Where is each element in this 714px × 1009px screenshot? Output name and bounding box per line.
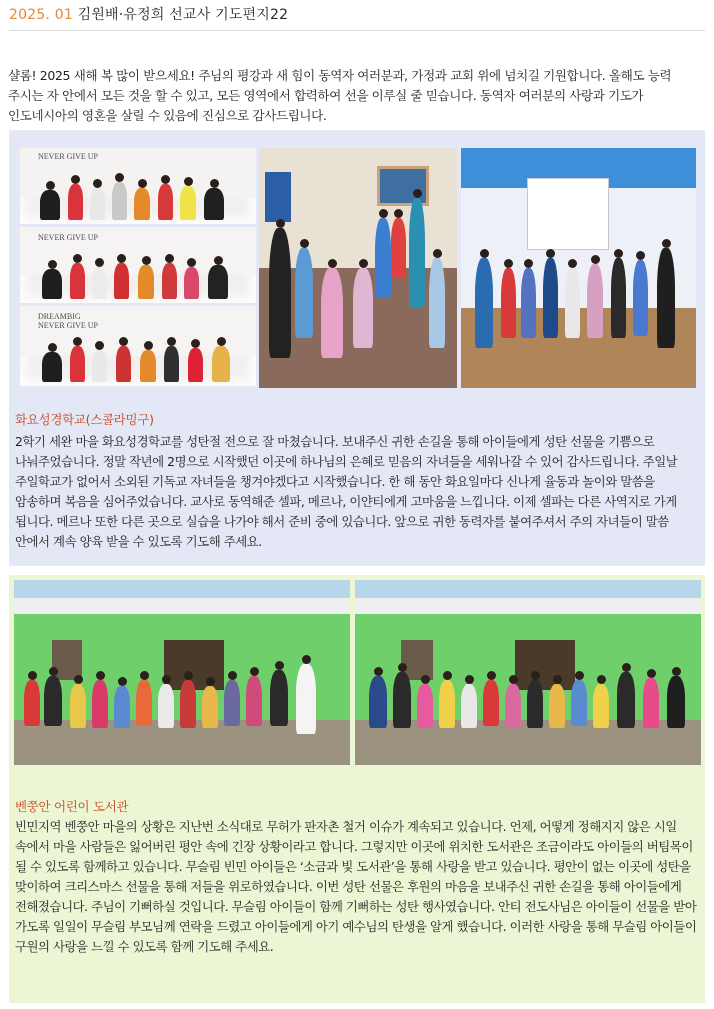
section1-title: 화요성경학교(스콜라밍구) <box>15 412 154 427</box>
letter-header <box>9 4 709 30</box>
section2-title: 벤쭝안 어린이 도서관 <box>15 799 129 814</box>
photo-library-group-2 <box>355 580 701 765</box>
photo-sign-3: DREAMBIG NEVER GIVE UP <box>38 312 98 330</box>
letter-title: 김원배·유정희 선교사 기도편지22 <box>77 7 289 23</box>
bible-school-section <box>9 130 705 566</box>
header-divider <box>9 30 705 31</box>
photo-children-group-1 <box>20 148 256 224</box>
photo-sign-1: NEVER GIVE UP <box>38 152 98 161</box>
photo-church-christmas <box>461 148 696 388</box>
letter-date: 2025. 01 <box>9 7 73 23</box>
photo-classroom-circle <box>259 148 457 388</box>
photo-sign-2: NEVER GIVE UP <box>38 233 98 242</box>
photo-children-group-3 <box>20 306 256 386</box>
photo-children-group-2 <box>20 227 256 303</box>
photo-library-group-1 <box>14 580 350 765</box>
section1-body: 2학기 세완 마을 화요성경학교를 성탄절 전으로 잘 마쳤습니다. 보내주신 귀한 손길을 통해 아이들에게 성탄 선물을 기쁨으로 나눠주었습니다. 정말 작년에 2명으로 시작했던 이곳에 하나님의 은혜로 믿음의 자녀들을 세워나갈 수 있어 감사드립니다. 주일날 주일학교가 없어서 소외된 기독교 자녀들을 챙겨야겠다고 시작했습니다. 한 해 동안 화요일마다 신나게 율동과 놀이와 말씀을 암송하며 복음을 심어주었습니다. 교사로 동역해준 셀파, 메르나, 이얀티에게 고마움을 느낍니다. 이제 셀파는 다른 사역지로 가게 됩니다. 메르나 또한 다른 곳으로 실습을 나가야 해서 준비 중에 있습니다. 앞으로 귀한 동력자를 붙여주셔서 주의 자녀들이 말씀 안에서 계속 양육 받을 수 있도록 기도해 주세요. <box>15 434 678 549</box>
intro-paragraph: 샬롬! 2025 새해 복 많이 받으세요! 주님의 평강과 새 힘이 동역자 여러분과, 가정과 교회 위에 넘치길 기원합니다. 올해도 능력 주시는 자 안에서 모든 것을 할 수 있고, 모든 영역에서 합력하여 선을 이루실 줄 믿습니다. 동역자 여러분의 사랑과 기도가 인도네시아의 영혼을 살릴 수 있음에 진심으로 감사드립니다. <box>8 68 672 123</box>
section2-body: 빈민지역 벤쭝안 마을의 상황은 지난번 소식대로 무허가 판자촌 철거 이슈가 계속되고 있습니다. 언제, 어떻게 정해지지 않은 시일 속에서 마을 사람들은 잃어버린 평안 속에 긴장 상황이라고 합니다. 그렇지만 이곳에 위치한 도서관은 조금이라도 아이들의 버팀목이 될 수 있도록 함께하고 있습니다. 무슬림 빈민 아이들은 ‘소금과 빛 도서관’을 통해 사랑을 받고 있습니다. 평안이 없는 이곳에 성탄을 맞이하여 크리스마스 선물을 통해 저들을 위로하였습니다. 이번 성탄 선물은 후원의 마음을 보내주신 귀한 손길을 통해 아이들에게 전해졌습니다. 주님이 기뻐하실 것입니다. 무슬림 아이들이 함께 기뻐하는 성탄 행사였습니다. 안티 전도사님은 아이들이 선물을 받아 가도록 일일이 무슬림 부모님께 연락을 드렸고 아이들에게 아기 예수님의 탄생을 알게 했습니다. 이러한 사랑을 통해 무슬림 아이들이 구원의 사랑을 느낄 수 있도록 함께 기도해 주세요. <box>15 819 697 954</box>
library-section <box>9 575 705 1003</box>
